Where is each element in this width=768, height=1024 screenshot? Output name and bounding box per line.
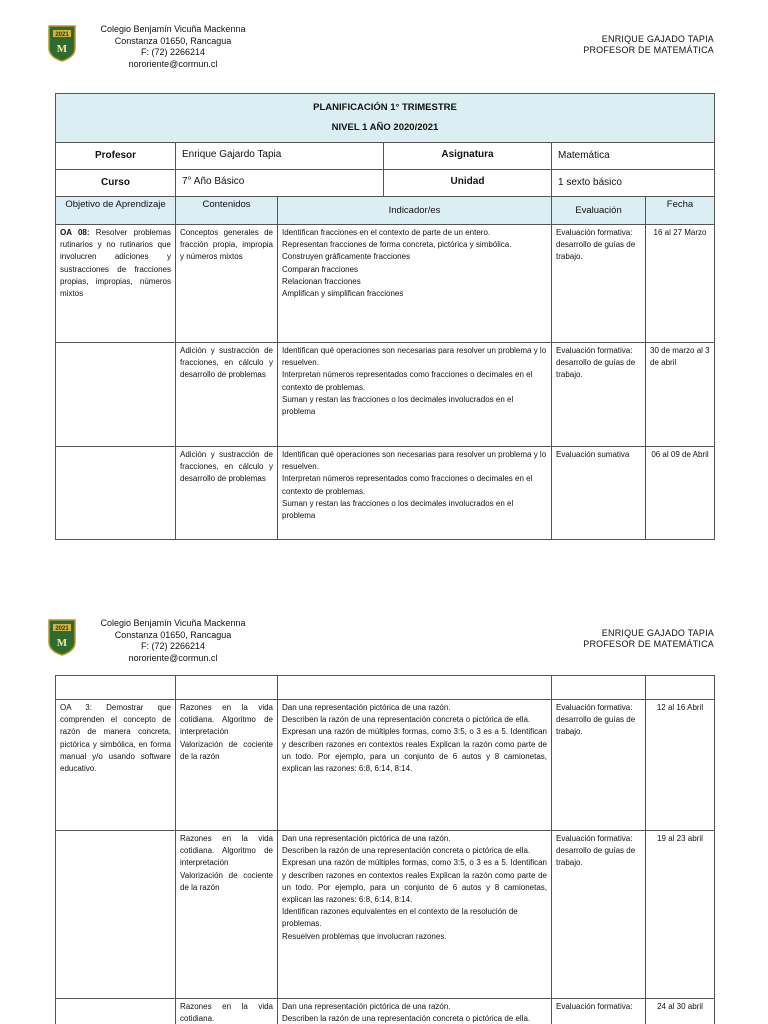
col-fecha: Fecha [646,197,715,225]
school-street: Constanza 01650, Rancagua [114,35,232,46]
asignatura-value: Matemática [552,143,715,170]
objetivo-cell [56,447,176,540]
evaluacion-cell: Evaluación sumativa [552,447,646,540]
school-logo [47,24,77,62]
teacher-block [514,628,714,650]
teacher-role: PROFESOR DE MATEMÁTICA [583,45,714,55]
indicador-line: Identifican qué operaciones son necesarias para resolver un problema y lo resuelven. [282,450,547,472]
table-title-row [56,94,715,143]
column-header-row [56,197,715,225]
indicador-line: Construyen gráficamente fracciones [282,252,411,262]
school-email: nororiente@cormun.cl [128,58,218,69]
plan-title: PLANIFICACIÓN 1° TRIMESTRE [313,102,457,113]
fecha-cell: 12 al 16 Abril [646,700,715,831]
indicador-line: Suman y restan las fracciones o los decimales involucrados en el problema [282,498,514,521]
indicador-line: Identifican razones equivalentes en el contexto de la resolución de problemas. [282,907,518,929]
contenidos-cell: Razones en la vida cotidiana. Algoritmo de interpretación Valorización de cociente de la razón [176,700,278,831]
objetivo-cell [56,343,176,447]
table-row [56,999,715,1024]
table-row [56,447,715,540]
evaluacion-cell: Evaluación formativa: [552,999,646,1024]
indicador-line: Representan fracciones de forma concreta, pictórica y simbólica. [282,240,512,250]
indicador-line: Suman y restan las fracciones o los decimales involucrados en el problema [282,394,514,417]
planning-table-1 [55,93,715,540]
evaluacion-cell: Evaluación formativa: desarrollo de guías de trabajo. [552,831,646,999]
school-address [88,618,258,664]
table-row [56,225,715,343]
objetivo-code: OA 08: [60,228,90,237]
table-row [56,831,715,999]
indicador-cell [278,831,552,999]
table-row [56,343,715,447]
indicador-cell [278,999,552,1024]
planning-table-2 [55,675,715,1024]
fecha-cell: 24 al 30 abril [646,999,715,1024]
objetivo-text: Resolver problemas rutinarios y no rutinarios que involucren adiciones y sustracciones de fracciones propias, impropias, números mixtos [60,228,171,299]
indicador-line: Dan una representación pictórica de una razón. [282,834,451,843]
indicador-cell [278,225,552,343]
logo-letter: M [56,637,68,649]
logo-letter: M [56,43,68,55]
school-phone: F: (72) 2266214 [140,47,206,57]
indicador-line: Dan una representación pictórica de una razón. [282,1002,451,1011]
col-objetivo: Objetivo de Aprendizaje [56,197,176,225]
teacher-block [514,34,714,56]
indicador-line: Expresan una razón de múltiples formas, como 3:5, o 3 es a 5. Identifican y describen razones en contextos reales Explican la razón como parte de un todo. Por ejemplo, para un conjunto de 6 autos y 8 camionetas, explican las razones: 6:8, 6:14, 8:14. [282,727,547,774]
profesor-label: Profesor [56,143,176,170]
objetivo-cell: OA 3: Demostrar que comprenden el concepto de razón de manera concreta, pictórica y simbólica, en forma manual y/o usando software educativo. [56,700,176,831]
school-name: Colegio Benjamín Vicuña Mackenna [100,24,246,34]
evaluacion-cell: Evaluación formativa: desarrollo de guías de trabajo. [552,225,646,343]
school-street: Constanza 01650, Rancagua [114,629,232,640]
info-row-profesor [56,143,715,170]
contenidos-cell: Razones en la vida cotidiana. Algoritmo de interpretación Valorización de cociente de la razón [176,831,278,999]
info-row-curso [56,170,715,197]
fecha-cell: 06 al 09 de Abril [646,447,715,540]
contenidos-cell: Conceptos generales de fracción propia, impropia y números mixtos [176,225,278,343]
curso-label: Curso [56,170,176,197]
school-name: Colegio Benjamín Vicuña Mackenna [100,618,246,628]
fecha-cell: 30 de marzo al 3 de abril [646,343,715,447]
indicador-line: Comparan fracciones [282,264,359,274]
col-indicador: Indicador/es [278,197,552,225]
school-logo [47,618,77,656]
plan-subtitle: NIVEL 1 AÑO 2020/2021 [331,122,439,133]
indicador-cell [278,343,552,447]
objetivo-cell [56,225,176,343]
table-row [56,700,715,831]
evaluacion-cell: Evaluación formativa: desarrollo de guías de trabajo. [552,343,646,447]
blank-row [56,676,715,700]
unidad-label: Unidad [450,176,485,187]
teacher-role: PROFESOR DE MATEMÁTICA [583,639,714,649]
fecha-cell: 16 al 27 Marzo [646,225,715,343]
logo-year: 2021 [55,32,69,38]
school-address [88,24,258,70]
objetivo-cell [56,831,176,999]
indicador-line: Expresan una razón de múltiples formas, como 3:5, o 3 es a 5. Identifican y describen razones en contextos reales Explican la razón como parte de un todo. Por ejemplo, para un conjunto de 6 autos y 8 camionetas, explican las razones: 6:8, 6:14, 8:14. [282,858,547,905]
asignatura-label: Asignatura [441,149,494,160]
logo-year: 2021 [55,626,69,632]
indicador-cell [278,700,552,831]
col-contenidos: Contenidos [176,197,278,225]
indicador-line: Dan una representación pictórica de una razón. [282,703,451,712]
teacher-name: ENRIQUE GAJADO TAPIA [601,628,714,638]
indicador-line: Interpretan números representados como fracciones o decimales en el contexto de problemas. [282,370,533,392]
fecha-cell: 19 al 23 abril [646,831,715,999]
page1-header [0,24,768,84]
indicador-line: Describen la razón de una representación concreta o pictórica de ella. [282,846,531,856]
teacher-name: ENRIQUE GAJADO TAPIA [601,34,714,44]
indicador-line: Identifican fracciones en el contexto de parte de un entero. [282,228,491,237]
indicador-cell [278,447,552,540]
indicador-line: Resuelven problemas que involucran razones. [282,931,447,941]
school-email: nororiente@cormun.cl [128,652,218,663]
evaluacion-cell: Evaluación formativa: desarrollo de guías de trabajo. [552,700,646,831]
indicador-line: Describen la razón de una representación concreta o pictórica de ella. [282,1014,531,1024]
curso-value: 7° Año Básico [176,170,384,196]
contenidos-cell: Adición y sustracción de fracciones, en cálculo y desarrollo de problemas [176,447,278,540]
page2-header [0,618,768,678]
indicador-line: Identifican qué operaciones son necesarias para resolver un problema y lo resuelven. [282,346,547,368]
col-evaluacion: Evaluación [552,197,646,225]
indicador-line: Relacionan fracciones [282,276,361,286]
profesor-value: Enrique Gajardo Tapia [176,143,384,169]
indicador-line: Interpretan números representados como fracciones o decimales en el contexto de problemas. [282,474,533,496]
indicador-line: Amplifican y simplifican fracciones [282,289,404,299]
contenidos-cell: Razones en la vida cotidiana. [176,999,278,1024]
school-phone: F: (72) 2266214 [140,641,206,651]
indicador-line: Describen la razón de una representación concreta o pictórica de ella. [282,715,531,725]
contenidos-cell: Adición y sustracción de fracciones, en cálculo y desarrollo de problemas [176,343,278,447]
objetivo-cell [56,999,176,1024]
unidad-value: 1 sexto básico [552,170,715,197]
